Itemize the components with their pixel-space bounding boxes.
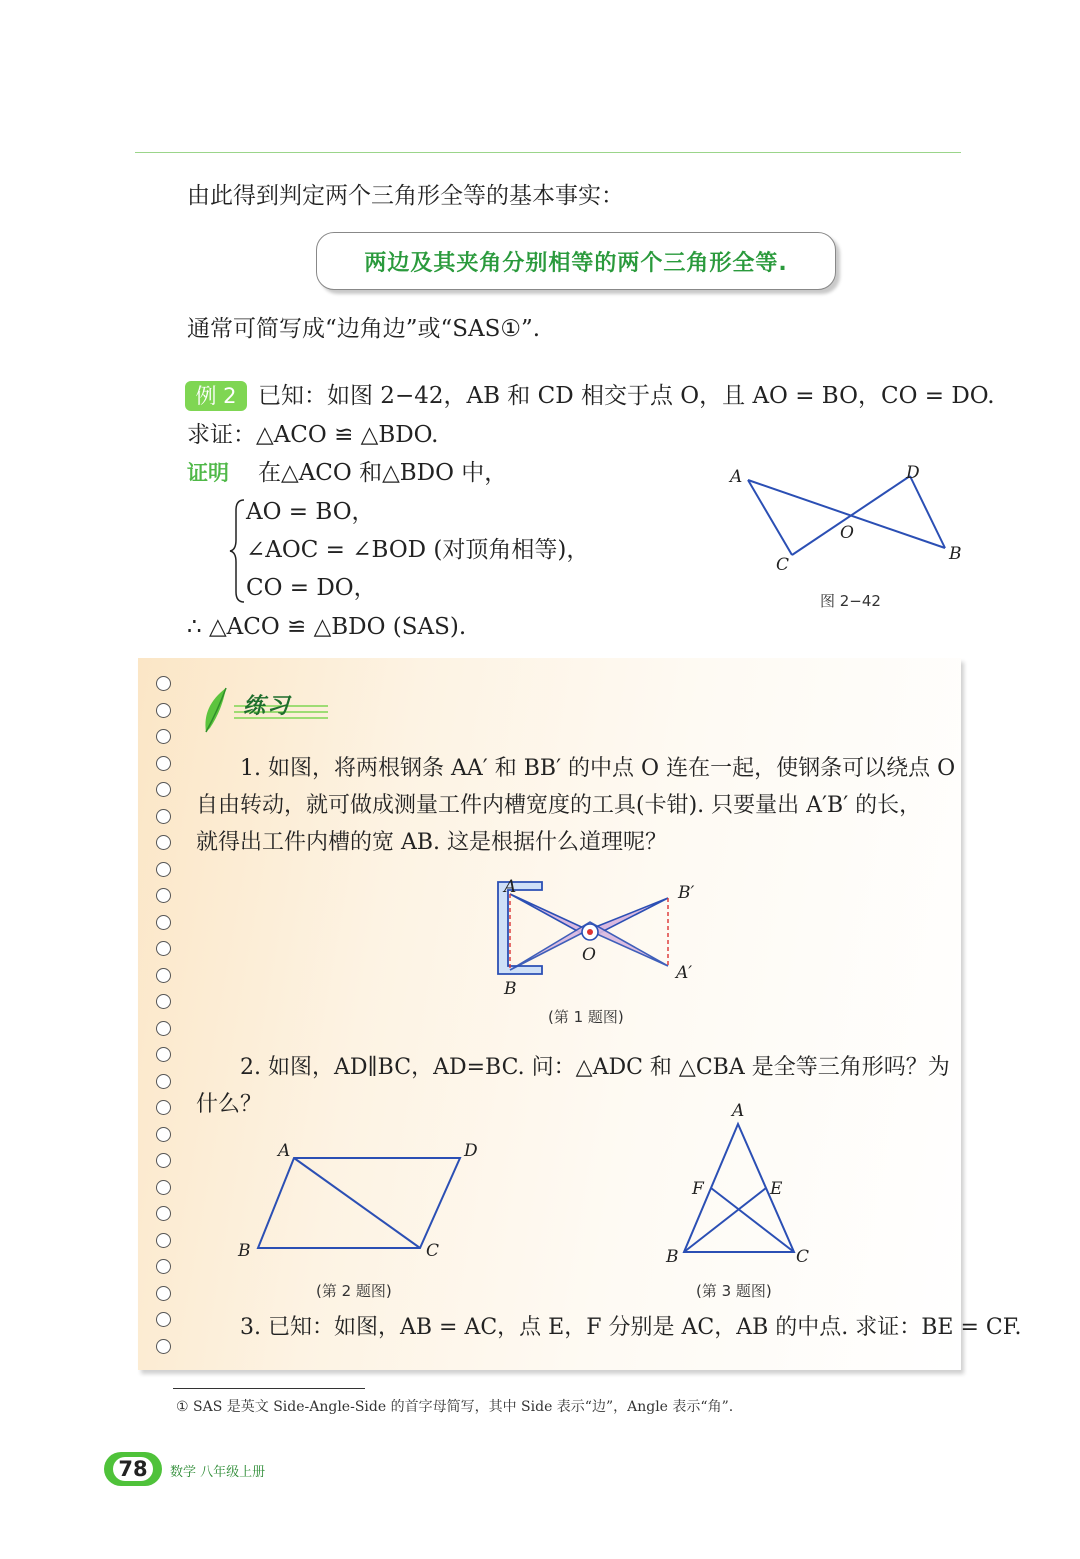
- q2-label-a: A: [278, 1141, 291, 1161]
- q2-label-b: B: [238, 1241, 251, 1261]
- binding-ring: [156, 1259, 171, 1274]
- binding-ring: [156, 1312, 171, 1327]
- q3-label-c: C: [796, 1247, 810, 1267]
- q3-figure: [656, 1098, 826, 1268]
- binding-ring: [156, 994, 171, 1009]
- section-lead: 由此得到判定两个三角形全等的基本事实：: [187, 183, 624, 209]
- abbreviation-note: 通常可简写成“边角边”或“SAS①”.: [187, 316, 541, 342]
- q3-label-f: F: [692, 1179, 704, 1199]
- header-rule: [135, 152, 961, 153]
- q1-caption: (第 1 题图): [548, 1008, 624, 1026]
- fig242-label-a: A: [730, 467, 743, 487]
- proof-condition-2: ∠AOC = ∠BOD (对顶角相等)，: [246, 537, 590, 563]
- binding-ring: [156, 676, 171, 691]
- q3-text: 3. 已知：如图，AB = AC，点 E，F 分别是 AC，AB 的中点. 求证：BE = CF.: [240, 1315, 1022, 1340]
- proof-condition-1: AO = BO，: [246, 499, 375, 525]
- binding-ring: [156, 1127, 171, 1142]
- theorem-text: 两边及其夹角分别相等的两个三角形全等.: [364, 250, 788, 276]
- proof-condition-3: CO = DO，: [246, 575, 377, 601]
- binding-ring: [156, 1100, 171, 1115]
- q3-caption: (第 3 题图): [696, 1282, 772, 1300]
- q1-line-1: 1. 如图，将两根钢条 AA′ 和 BB′ 的中点 O 连在一起，使钢条可以绕点 O: [240, 756, 956, 781]
- q2-figure: [230, 1132, 490, 1272]
- figure-2-42-caption: 图 2−42: [820, 592, 881, 610]
- q3-label-a: A: [732, 1101, 745, 1121]
- example-badge: 例 2: [185, 381, 247, 411]
- page-number: 78: [113, 1457, 152, 1481]
- fig242-label-c: C: [776, 555, 790, 575]
- binding-ring: [156, 756, 171, 771]
- book-title: 数学 八年级上册: [170, 1465, 266, 1480]
- binding-ring: [156, 1153, 171, 1168]
- binding-ring: [156, 1339, 171, 1354]
- practice-title: 练习: [243, 694, 292, 719]
- binding-ring: [156, 915, 171, 930]
- q2-line-1: 2. 如图，AD∥BC，AD=BC. 问：△ADC 和 △CBA 是全等三角形吗？为: [240, 1055, 950, 1080]
- fig242-label-b: B: [949, 544, 962, 564]
- example-given: 已知：如图 2−42，AB 和 CD 相交于点 O，且 AO = BO，CO = DO.: [258, 383, 995, 409]
- proof-conclusion: ∴ △ACO ≌ △BDO (SAS).: [187, 614, 467, 640]
- binding-ring: [156, 809, 171, 824]
- binding-ring: [156, 1074, 171, 1089]
- q3-label-e: E: [770, 1179, 783, 1199]
- binding-ring: [156, 1233, 171, 1248]
- q1-label-a-prime: A′: [676, 963, 693, 983]
- binding-ring: [156, 862, 171, 877]
- proof-brace: [228, 496, 248, 606]
- q1-line-3: 就得出工件内槽的宽 AB. 这是根据什么道理呢？: [196, 830, 668, 855]
- proof-label: 证明: [187, 461, 229, 485]
- footnote-rule: [173, 1388, 365, 1389]
- figure-2-42: [720, 456, 970, 586]
- proof-intro: 在△ACO 和△BDO 中，: [258, 460, 508, 486]
- q1-label-b-prime: B′: [678, 883, 695, 903]
- page-number-badge: [104, 1452, 162, 1486]
- binding-ring: [156, 1047, 171, 1062]
- q2-caption: (第 2 题图): [316, 1282, 392, 1300]
- q2-label-c: C: [426, 1241, 440, 1261]
- q1-label-b: B: [504, 979, 517, 999]
- example-prove: 求证：△ACO ≌ △BDO.: [187, 422, 439, 448]
- binding-ring: [156, 835, 171, 850]
- q2-line-2: 什么？: [196, 1092, 263, 1117]
- binding-ring: [156, 888, 171, 903]
- binding-ring: [156, 703, 171, 718]
- binding-ring: [156, 1286, 171, 1301]
- binding-ring: [156, 1180, 171, 1195]
- footnote: ① SAS 是英文 Side-Angle-Side 的首字母简写，其中 Side 表示“边”，Angle 表示“角”.: [176, 1399, 734, 1415]
- binding-ring: [156, 782, 171, 797]
- q1-label-o: O: [582, 945, 596, 965]
- q3-label-b: B: [666, 1247, 679, 1267]
- q1-label-a: A: [504, 877, 517, 897]
- binding-ring: [156, 1021, 171, 1036]
- caliper-figure: [490, 874, 710, 999]
- binding-ring: [156, 968, 171, 983]
- binding-ring: [156, 941, 171, 956]
- theorem-box: [316, 232, 836, 290]
- q1-line-2: 自由转动，就可做成测量工件内槽宽度的工具(卡钳). 只要量出 A′B′ 的长，: [196, 793, 922, 818]
- fig242-label-o: O: [840, 523, 854, 543]
- fig242-label-d: D: [906, 463, 920, 483]
- binding-ring: [156, 1206, 171, 1221]
- binding-ring: [156, 729, 171, 744]
- q2-label-d: D: [464, 1141, 478, 1161]
